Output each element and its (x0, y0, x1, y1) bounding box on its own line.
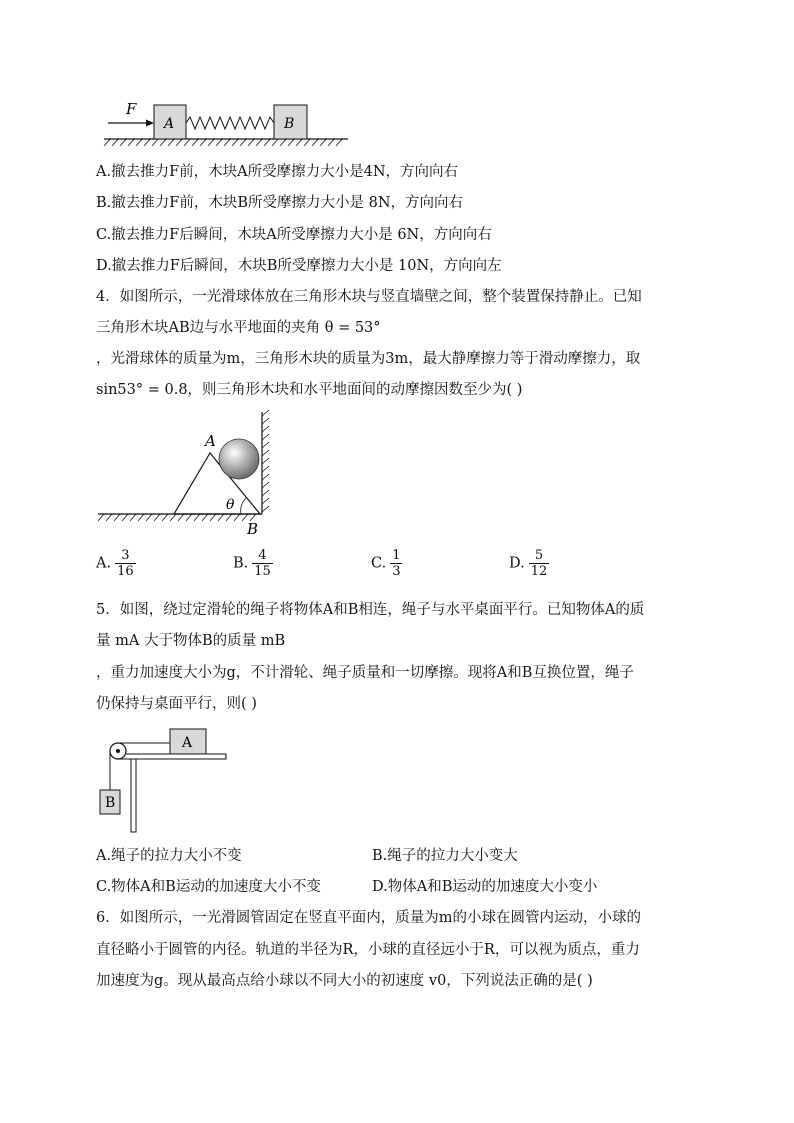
q5-option-c: C.物体A和B运动的加速度大小不变 (96, 879, 321, 895)
fraction: $\frac{3}{16}$ (117, 548, 134, 579)
q4-option-b: B. $\frac{4}{15}$ (233, 548, 271, 579)
fraction: $\frac{5}{12}$ (530, 548, 548, 579)
q5-text-line3: ，重力加速度大小为g，不计滑轮、绳子质量和一切摩擦。现将A和B互换位置，绳子 (96, 665, 634, 681)
q4-option-c: C. $\frac{1}{3}$ (371, 548, 401, 579)
q6-text-line1: 6．如图所示，一光滑圆管固定在竖直平面内，质量为m的小球在圆管内运动，小球的 (96, 910, 641, 926)
q3-option-a: A.撤去推力F前，木块A所受摩擦力大小是4N，方向向右 (96, 164, 459, 180)
q3-option-c: C.撤去推力F后瞬间，木块A所受摩擦力大小是 6N，方向向右 (96, 227, 492, 243)
q6-text-line3: 加速度为g。现从最高点给小球以不同大小的初速度 v0，下列说法正确的是( ) (96, 973, 593, 989)
vertex-b-label: B (247, 520, 259, 538)
q6-text-line2: 直径略小于圆管的内径。轨道的半径为R，小球的直径远小于R，可以视为质点，重力 (96, 942, 640, 958)
q4-text-line4: sin53° = 0.8，则三角形木块和水平地面间的动摩擦因数至少为( ) (96, 382, 523, 398)
fraction: $\frac{1}{3}$ (392, 548, 401, 579)
force-label: F (126, 100, 137, 118)
q5-text-line1: 5．如图，绕过定滑轮的绳子将物体A和B相连，绳子与水平桌面平行。已知物体A的质 (96, 602, 645, 618)
figure-triangle-ball-wall (96, 408, 286, 538)
q3-option-d: D.撤去推力F后瞬间，木块B所受摩擦力大小是 10N，方向向左 (96, 258, 502, 274)
vertex-a-label: A (205, 432, 216, 450)
figure-blocks-spring (96, 94, 356, 152)
q5-option-d: D.物体A和B运动的加速度大小变小 (372, 879, 598, 895)
q5-option-a: A.绳子的拉力大小不变 (96, 848, 242, 864)
q5-option-b: B.绳子的拉力大小变大 (372, 848, 518, 864)
q4-option-a: A. $\frac{3}{16}$ (96, 548, 134, 579)
angle-theta-label: θ (226, 497, 235, 513)
block-a-label: A (164, 116, 175, 132)
q4-text-line3: ，光滑球体的质量为m，三角形木块的质量为3m，最大静摩擦力等于滑动摩擦力，取 (96, 351, 641, 367)
fraction: $\frac{4}{15}$ (254, 548, 271, 579)
q4-text-line1: 4．如图所示，一光滑球体放在三角形木块与竖直墙壁之间，整个装置保持静止。已知 (96, 289, 642, 305)
block-b-label: B (284, 116, 295, 132)
block-a-label: A (182, 735, 193, 751)
q5-text-line2: 量 mA 大于物体B的质量 mB (96, 633, 286, 649)
q5-text-line4: 仍保持与桌面平行，则( ) (96, 696, 257, 712)
block-b-label: B (105, 795, 116, 811)
figure-pulley-table (96, 724, 236, 836)
q3-option-b: B.撤去推力F前，木块B所受摩擦力大小是 8N，方向向右 (96, 195, 464, 211)
q4-option-d: D. $\frac{5}{12}$ (509, 548, 548, 579)
q4-text-line2: 三角形木块AB边与水平地面的夹角 θ = 53° (96, 320, 381, 336)
